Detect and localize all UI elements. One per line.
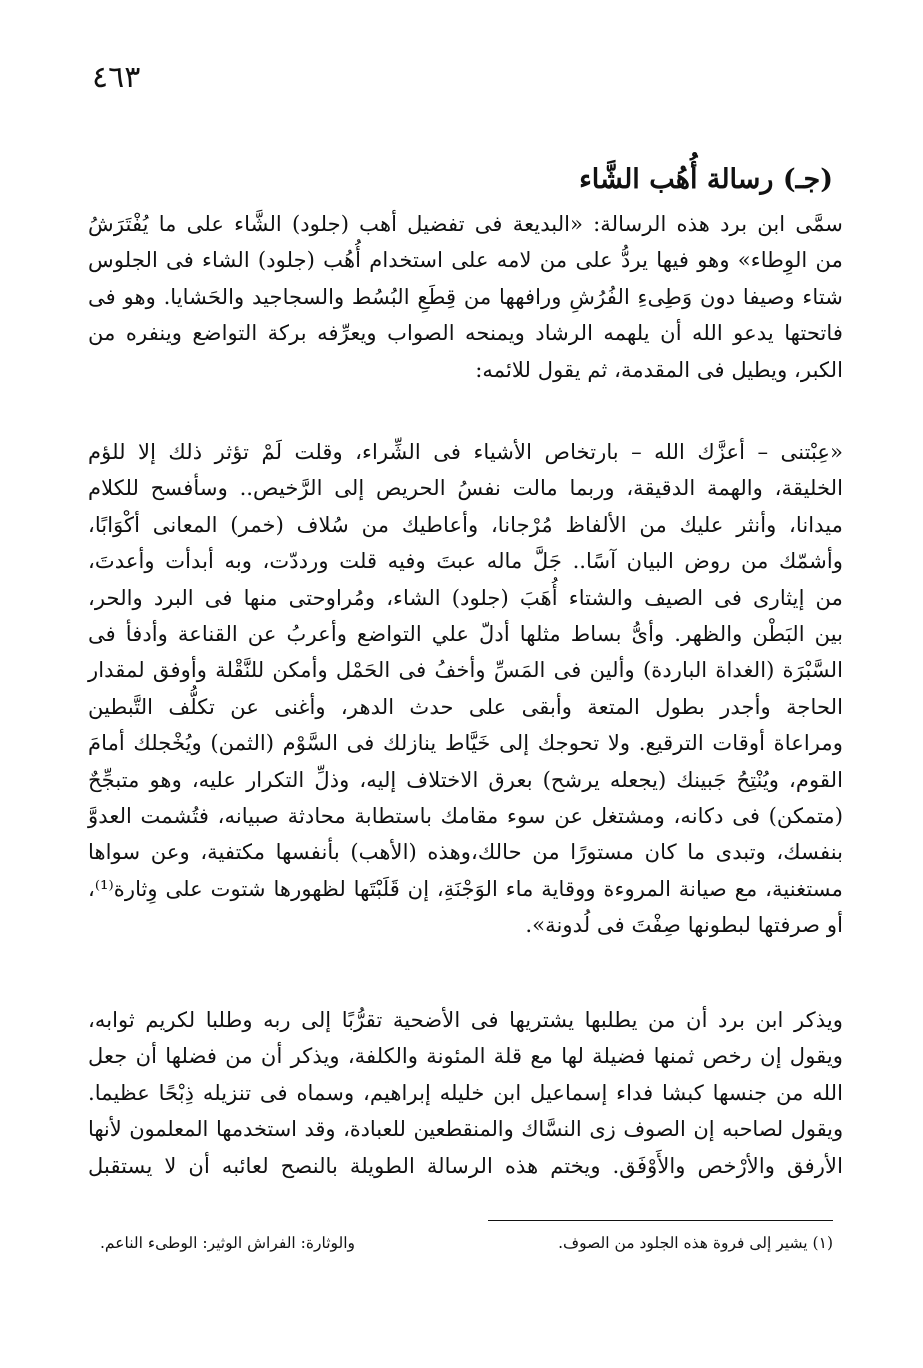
text-line: وأشمّك من روض البيان آسًا.. جَلَّ ماله عبتَ وفيه قلت ورددّت، وبه أبدأت وأعدتَ، [88, 548, 843, 574]
text-line: الخليقة، والهمة الدقيقة، وربما مالت نفسُ الحريص إلى الرَّخيص.. وسأفسح للكلام [88, 475, 843, 501]
text-line: شتاء وصيفا دون وَطِىءِ الفُرُشِ ورافهها من قِطَعِ البُسُط والسجاجيد والحَشايا. وهو فى [88, 283, 843, 309]
text-line: ويذكر ابن برد أن من يطلبها يشتريها فى الأضحية تقرُّبًا إلى ربه وطلبا لكريم ثوابه، [88, 1007, 843, 1032]
text-line: (متمكن) فى دكانه، ومشتغل عن سوء مقامك باستطابة محادثة صبيانه، فتُشمت العدوَّ [88, 803, 843, 829]
paragraph-intro [88, 206, 843, 388]
section-heading: (جـ) رسالة أُهُب الشَّاء [579, 164, 833, 195]
footnote-text: (١) يشير إلى فروة هذه الجلود من الصوف. [558, 1234, 833, 1252]
text-line: سمَّى ابن برد هذه الرسالة: «البديعة فى تفضيل أهب (جلود) الشَّاء على ما يُفْتَرَشُ [88, 211, 843, 236]
text-line: أو صرفتها لبطونها صِفْتَ فى لُدونة». [525, 912, 843, 938]
paragraph-closing [88, 1002, 843, 1184]
footnote-gloss: والوثارة: الفراش الوثير: الوطىء الناعم. [100, 1234, 356, 1252]
footnote-divider [488, 1220, 833, 1221]
text-line: من الوِطاء» وهو فيها يردُّ على من لامه على استخدام أُهُب (جلود) الشاء فى الجلوس [88, 247, 843, 273]
text-line: ميدانا، وأنثر عليك من الألفاظ مُرْجانا، وأعاطيك من سُلاف (خمر) المعانى أكْوَابًا، [88, 511, 843, 537]
page-number: ٤٦٣ [92, 60, 141, 95]
text-line: فاتحتها يدعو الله أن يلهمه الرشاد ويمنحه الصواب ويعرِّفه بركة التواضع وينفره من [88, 320, 843, 346]
text-line: الحاجة وأجدر بطول المتعة وأبقى على حدث الدهر، وأغنى عن تكلُّف التَّبطين [88, 693, 843, 719]
text-line: ومراعاة أوقات الترقيع. ولا تحوجك إلى خَيَّاط ينازلك فى السَّوْم (الثمن) ويُخْجلك أمامَ [88, 730, 843, 756]
paragraph-quote [88, 434, 843, 944]
text-line: الكبر، ويطيل فى المقدمة، ثم يقول للائمه: [475, 356, 843, 382]
text-line: الله من جنسها كبشا فداء إسماعيل ابن خليله إبراهيم، وسماه فى تنزيله ذِبْحًا عظيما. [88, 1079, 843, 1105]
text-line: القوم، ويُنْتِحُ جَبينك (يجعله يرشح) بعرق الاختلاف إليه، وذلِّ التكرار عليه، وهو متبجِّحٌ [88, 766, 843, 792]
text-line: بين البَطْن والظهر. وأىُّ بساط مثلها أدلّ علي التواضع وأعربُ عن القناعة وأدفأ فى [88, 621, 843, 647]
text-line: «عِبْتنى – أعزَّك الله – بارتخاص الأشياء فى الشِّراء، وقلت لَمْ تؤثر ذلك إلا للؤم [88, 439, 843, 464]
text-line: من إيثارى فى الصيف والشتاء أُهَبَ (جلود) الشاء، ومُراوحتى منها فى البرد والحر، [88, 584, 843, 610]
text-line: السَّبْرَة (الغداة الباردة) وألين فى المَسِّ وأخفُ فى الحَمْل وأمكن للنَّقْلة وأوفق لمقدار [88, 657, 843, 683]
text-line: بنفسك، وتبدى ما كان مستورًا من حالك،وهذه (الأهب) بأنفسها مكتفية، وعن سواها [88, 839, 843, 865]
text-line: الأرفق والأرْخص والأَوْفَق. ويختم هذه الرسالة الطويلة بالنصح لعائبه أن لا يستقبل [88, 1152, 843, 1178]
text-line: ويقول إن رخص ثمنها فضيلة لها مع قلة المئونة والكلفة، ويذكر أن من فضلها أن جعل [88, 1043, 843, 1069]
text-line: ويقول لصاحبه إن الصوف زى النسَّاك والمنقطعين للعبادة، وقد استخدمها المعلمون لأنها [88, 1117, 843, 1142]
text-line: مستغنية، مع صيانة المروءة ووقاية ماء الوَجْنَةِ، إن قَلَبْتَها لظهورها شتوت على وِثارة⁽¹⁾، [88, 875, 843, 901]
